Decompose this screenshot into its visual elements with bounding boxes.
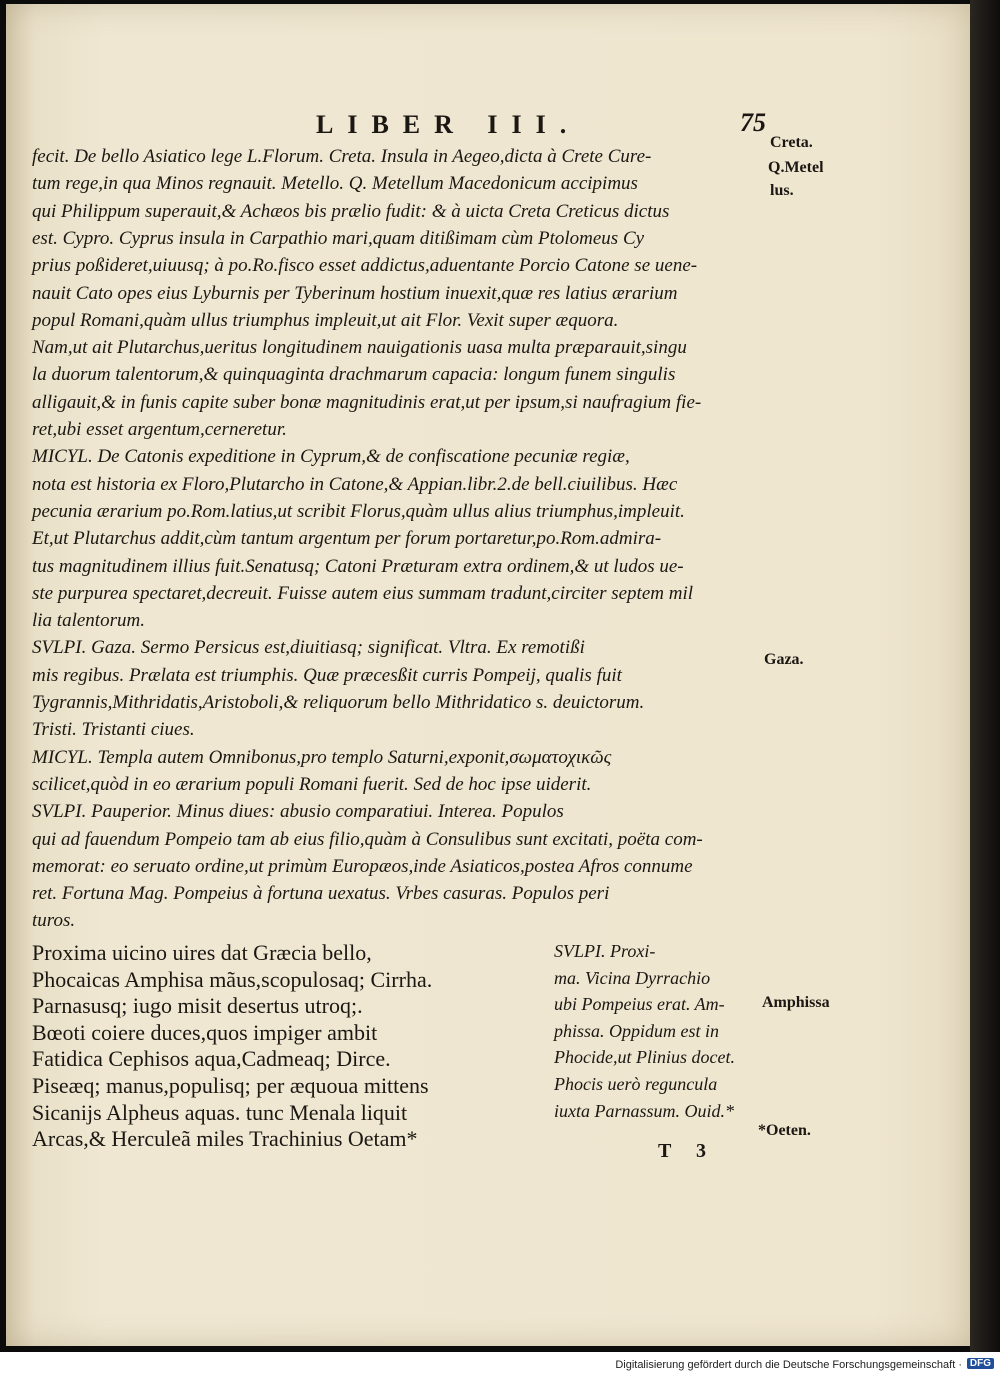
- body-line: popul Romani,quàm ullus triumphus impleuit,ut ait Flor. Vexit super æquora.: [32, 309, 619, 331]
- verse-line: Arcas,& Herculeã miles Trachinius Oetam*: [32, 1126, 418, 1152]
- margin-note-creta: Creta.: [770, 134, 813, 151]
- body-line: Tristi. Tristanti ciues.: [32, 719, 195, 741]
- body-line: la duorum talentorum,& quinquaginta drachmarum capacia: longum funem singulis: [32, 364, 676, 386]
- body-line: Tygrannis,Mithridatis,Aristoboli,& reliquorum bello Mithridatico s. deuictorum.: [32, 692, 645, 713]
- body-line: alligauit,& in funis capite suber bonæ magnitudinis erat,ut per ipsum,si naufragium fie-: [32, 391, 702, 413]
- body-line: memorat: eo seruato ordine,ut primùm Europæos,inde Asiaticos,postea Afros connume: [32, 855, 693, 877]
- page-edge: [970, 0, 1000, 1352]
- body-line: ret. Fortuna Mag. Pompeius à fortuna uexatus. Vrbes casuras. Populos peri: [32, 883, 610, 905]
- book-page: [6, 4, 970, 1346]
- verse-line: Fatidica Cephisos aqua,Cadmeaq; Dirce.: [32, 1046, 391, 1072]
- body-line: est. Cypro. Cyprus insula in Carpathio mari,quam ditißimam cùm Ptolomeus Cy: [32, 227, 645, 249]
- body-line: mis regibus. Prælata est triumphis. Quæ præcesßit curris Pompeij, qualis fuit: [32, 664, 622, 686]
- body-line: SVLPI. Gaza. Sermo Persicus est,diuitiasq; significat. Vltra. Ex remotißi: [32, 637, 585, 659]
- body-line: Et,ut Plutarchus addit,cùm tantum argentum per forum portaretur,po.Rom.admira-: [32, 528, 662, 550]
- margin-note-metel: Q.Metel: [768, 159, 824, 176]
- body-line: nota est historia ex Floro,Plutarcho in Catone,& Appian.libr.2.de bell.ciuilibus. Hæc: [32, 473, 678, 495]
- body-line: qui ad fauendum Pompeio tam ab eius filio,quàm à Consulibus sunt excitati, poëta com-: [32, 828, 703, 850]
- body-line: qui Philippum superauit,& Achæos bis prælio fudit: & à uicta Creta Creticus dictus: [32, 200, 670, 222]
- margin-note-gaza: Gaza.: [764, 651, 804, 668]
- body-line: SVLPI. Pauperior. Minus diues: abusio comparatiui. Interea. Populos: [32, 801, 564, 823]
- body-line: ret,ubi esset argentum,cerneretur.: [32, 419, 287, 440]
- body-line: nauit Cato opes eius Lyburnis per Tyberinum hostium inuexit,quæ res latius ærarium: [32, 282, 678, 304]
- commentary-line: iuxta Parnassum. Ouid.*: [554, 1100, 734, 1121]
- folio-number: 75: [740, 108, 766, 137]
- margin-note-oeten: *Oeten.: [758, 1122, 811, 1139]
- body-line: pecunia ærarium po.Rom.latius,ut scribit Florus,quàm ullus alius triumphus,impleuit.: [32, 500, 685, 522]
- verse-line: Parnasusq; iugo misit desertus utroq;.: [32, 993, 363, 1019]
- body-line: Nam,ut ait Plutarchus,ueritus longitudinem nauigationis uasa multa præparauit,singu: [32, 337, 687, 359]
- verse-line: Proxima uicino uires dat Græcia bello,: [32, 940, 372, 965]
- body-line: tus magnitudinem illius fuit.Senatusq; Catoni Præturam extra ordinem,& ut ludos ue-: [32, 555, 684, 577]
- verse-line: Piseæq; manus,populisq; per æquoua mittens: [32, 1073, 429, 1098]
- footer-credit: Digitalisierung gefördert durch die Deutsche Forschungsgemeinschaft ·: [615, 1359, 962, 1371]
- commentary-line: phissa. Oppidum est in: [554, 1020, 720, 1041]
- commentary-line: Phocis uerò reguncula: [554, 1074, 718, 1094]
- body-line: scilicet,quòd in eo ærarium populi Romani fuerit. Sed de hoc ipse uiderit.: [32, 773, 592, 795]
- body-line: prius poßideret,uiuusq; à po.Ro.fisco esset addictus,aduentante Porcio Catone se uene-: [32, 255, 698, 277]
- verse-line: Bœoti coiere duces,quos impiger ambit: [32, 1019, 378, 1045]
- body-line: ste purpurea spectaret,decreuit. Fuisse autem eius summam tradunt,circiter septem mil: [32, 582, 694, 604]
- commentary-line: Phocide,ut Plinius docet.: [554, 1047, 735, 1068]
- commentary-line: SVLPI. Proxi-: [554, 941, 656, 961]
- body-line: fecit. De bello Asiatico lege L.Florum. Creta. Insula in Aegeo,dicta à Crete Cure-: [32, 146, 652, 167]
- running-title: LIBER III.: [316, 110, 581, 139]
- commentary-line: ubi Pompeius erat. Am-: [554, 994, 725, 1015]
- body-line: MICYL. De Catonis expeditione in Cyprum,& de confiscatione pecuniæ regiæ,: [32, 446, 630, 468]
- body-line: lia talentorum.: [32, 610, 145, 632]
- margin-note-lus: lus.: [770, 182, 794, 199]
- margin-note-amphissa: Amphissa: [762, 994, 830, 1011]
- body-line: turos.: [32, 910, 76, 932]
- body-line: MICYL. Templa autem Omnibonus,pro templo Saturni,exponit,σωματοχικῶς: [32, 746, 612, 768]
- commentary-line: ma. Vicina Dyrrachio: [554, 967, 711, 988]
- signature-mark: T 3: [658, 1140, 716, 1162]
- verse-line: Sicanijs Alpheus aquas. tunc Menala liquit: [32, 1099, 408, 1125]
- dfg-logo: DFG: [967, 1358, 994, 1369]
- verse-line: Phocaicas Amphisa mãus,scopulosaq; Cirrha.: [32, 966, 433, 992]
- body-line: tum rege,in qua Minos regnauit. Metello. Q. Metellum Macedonicum accipimus: [32, 173, 638, 195]
